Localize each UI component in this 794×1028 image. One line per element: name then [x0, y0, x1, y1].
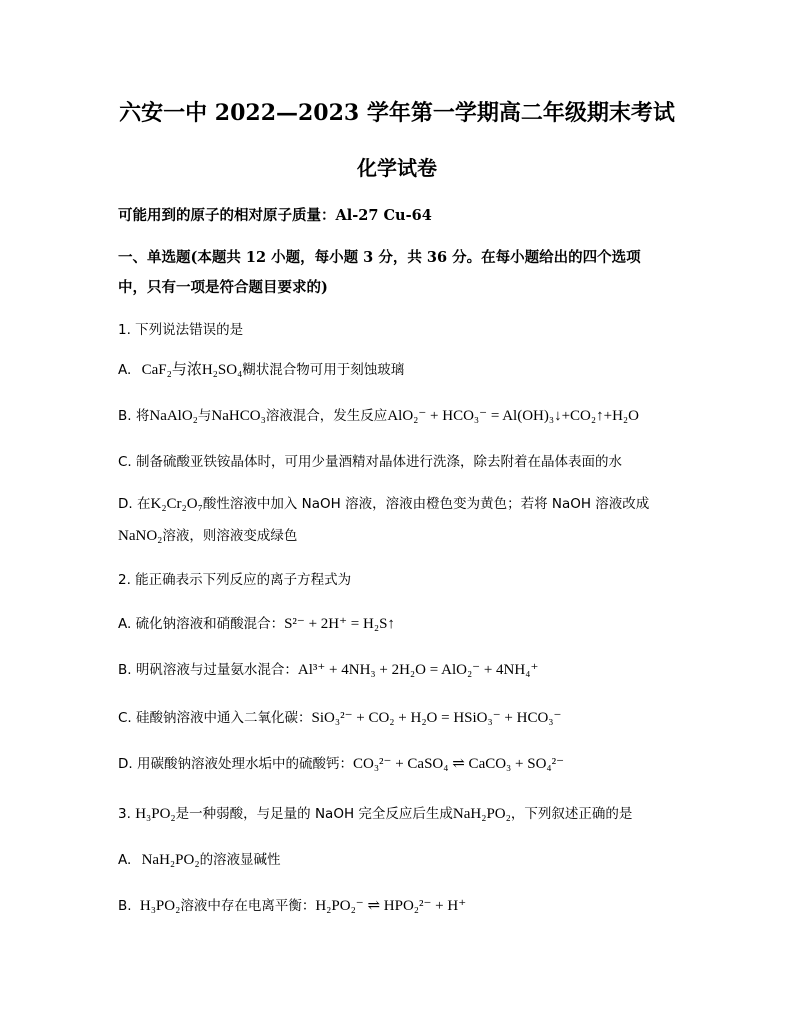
option-text: 硅酸钠溶液中通入二氧化碳： [136, 710, 312, 726]
option-text: 酸性溶液中加入 NaOH 溶液，溶液由橙色变为黄色；若将 NaOH 溶液改成 [202, 496, 650, 512]
option-text: 的溶液显碱性 [199, 852, 281, 868]
option-label: D. [118, 496, 133, 512]
option-label: A. [118, 852, 132, 868]
option-equation: AlO₂⁻ + HCO₃⁻ = Al(OH)₃↓+CO₂↑+H₂O [387, 408, 639, 424]
option-formula: K₂Cr₂O₇ [150, 496, 203, 512]
option-equation: CO₃²⁻ + CaSO₄ ⇌ CaCO₃ + SO₄²⁻ [352, 756, 565, 772]
option-formula: CaF₂与浓H₂SO₄ [141, 362, 243, 378]
option-text: 在 [136, 496, 151, 512]
option-text: 硫化钠溶液和硝酸混合： [135, 616, 285, 632]
option-equation: H₂PO₂⁻ ⇌ HPO₂²⁻ + H⁺ [315, 898, 467, 914]
atomic-mass-note: 可能用到的原子的相对原子质量：Al-27 Cu-64 [118, 207, 432, 224]
option-text: 制备硫酸亚铁铵晶体时，可用少量酒精对晶体进行洗涤，除去附着在晶体表面的水 [136, 454, 623, 470]
question-2-option-d [118, 752, 564, 773]
option-equation: S²⁻ + 2H⁺ = H₂S↑ [284, 616, 395, 632]
option-label: A. [118, 616, 132, 632]
question-2-stem: 2. 能正确表示下列反应的离子方程式为 [118, 572, 352, 588]
option-equation: SiO₃²⁻ + CO₂ + H₂O = HSiO₃⁻ + HCO₃⁻ [311, 710, 562, 726]
question-1-option-c [118, 450, 622, 470]
option-text: 溶液，则溶液变成绿色 [162, 528, 298, 544]
question-1-option-b [118, 404, 639, 425]
option-text: 与 [197, 408, 212, 424]
question-1-option-d [118, 492, 649, 513]
option-label: B. [118, 408, 132, 424]
exam-subtitle: 化学试卷 [357, 156, 437, 180]
option-label: C. [118, 710, 132, 726]
question-3-option-a [118, 848, 281, 869]
option-text: 用碳酸钠溶液处理水垢中的硫酸钙： [136, 756, 353, 772]
option-formula: NaH₂PO₂ [452, 806, 511, 822]
option-text: 将 [135, 408, 150, 424]
option-text: 溶液混合，发生反应 [265, 408, 388, 424]
option-text: 是一种弱酸，与足量的 NaOH 完全反应后生成 [175, 806, 453, 822]
question-3-option-b [118, 894, 466, 915]
question-1-option-a [118, 358, 404, 379]
question-2-option-b [118, 658, 538, 679]
option-label: C. [118, 454, 132, 470]
option-formula: NaNO₂ [118, 528, 163, 544]
section-heading-line1: 一、单选题(本题共 12 小题，每小题 3 分，共 36 分。在每小题给出的四个选项 [118, 249, 641, 266]
option-formula: NaHCO₃ [211, 408, 266, 424]
option-text: 溶液中存在电离平衡： [180, 898, 316, 914]
question-1-option-d-line2 [118, 524, 297, 545]
option-label: D. [118, 756, 133, 772]
option-text: 糊状混合物可用于刻蚀玻璃 [242, 362, 405, 378]
option-formula: H₃PO₂ [139, 898, 181, 914]
option-formula: H₃PO₂ [135, 806, 176, 822]
question-number: 3. [118, 806, 131, 822]
option-text: 明矾溶液与过量氨水混合： [135, 662, 298, 678]
question-3-stem [118, 802, 632, 823]
option-formula: NaH₂PO₂ [141, 852, 200, 868]
option-equation: Al³⁺ + 4NH₃ + 2H₂O = AlO₂⁻ + 4NH₄⁺ [297, 662, 539, 678]
option-formula: NaAlO₂ [149, 408, 198, 424]
section-heading-line2: 中，只有一项是符合题目要求的) [118, 279, 328, 296]
option-label: B. [118, 662, 132, 678]
question-2-option-c [118, 706, 561, 727]
option-label: A. [118, 362, 132, 378]
option-label: B. [118, 898, 132, 914]
option-text: ，下列叙述正确的是 [510, 806, 633, 822]
question-2-option-a [118, 612, 395, 633]
question-1-stem: 1. 下列说法错误的是 [118, 322, 244, 338]
exam-title: 六安一中 2022—2023 学年第一学期高二年级期末考试 [119, 100, 675, 126]
